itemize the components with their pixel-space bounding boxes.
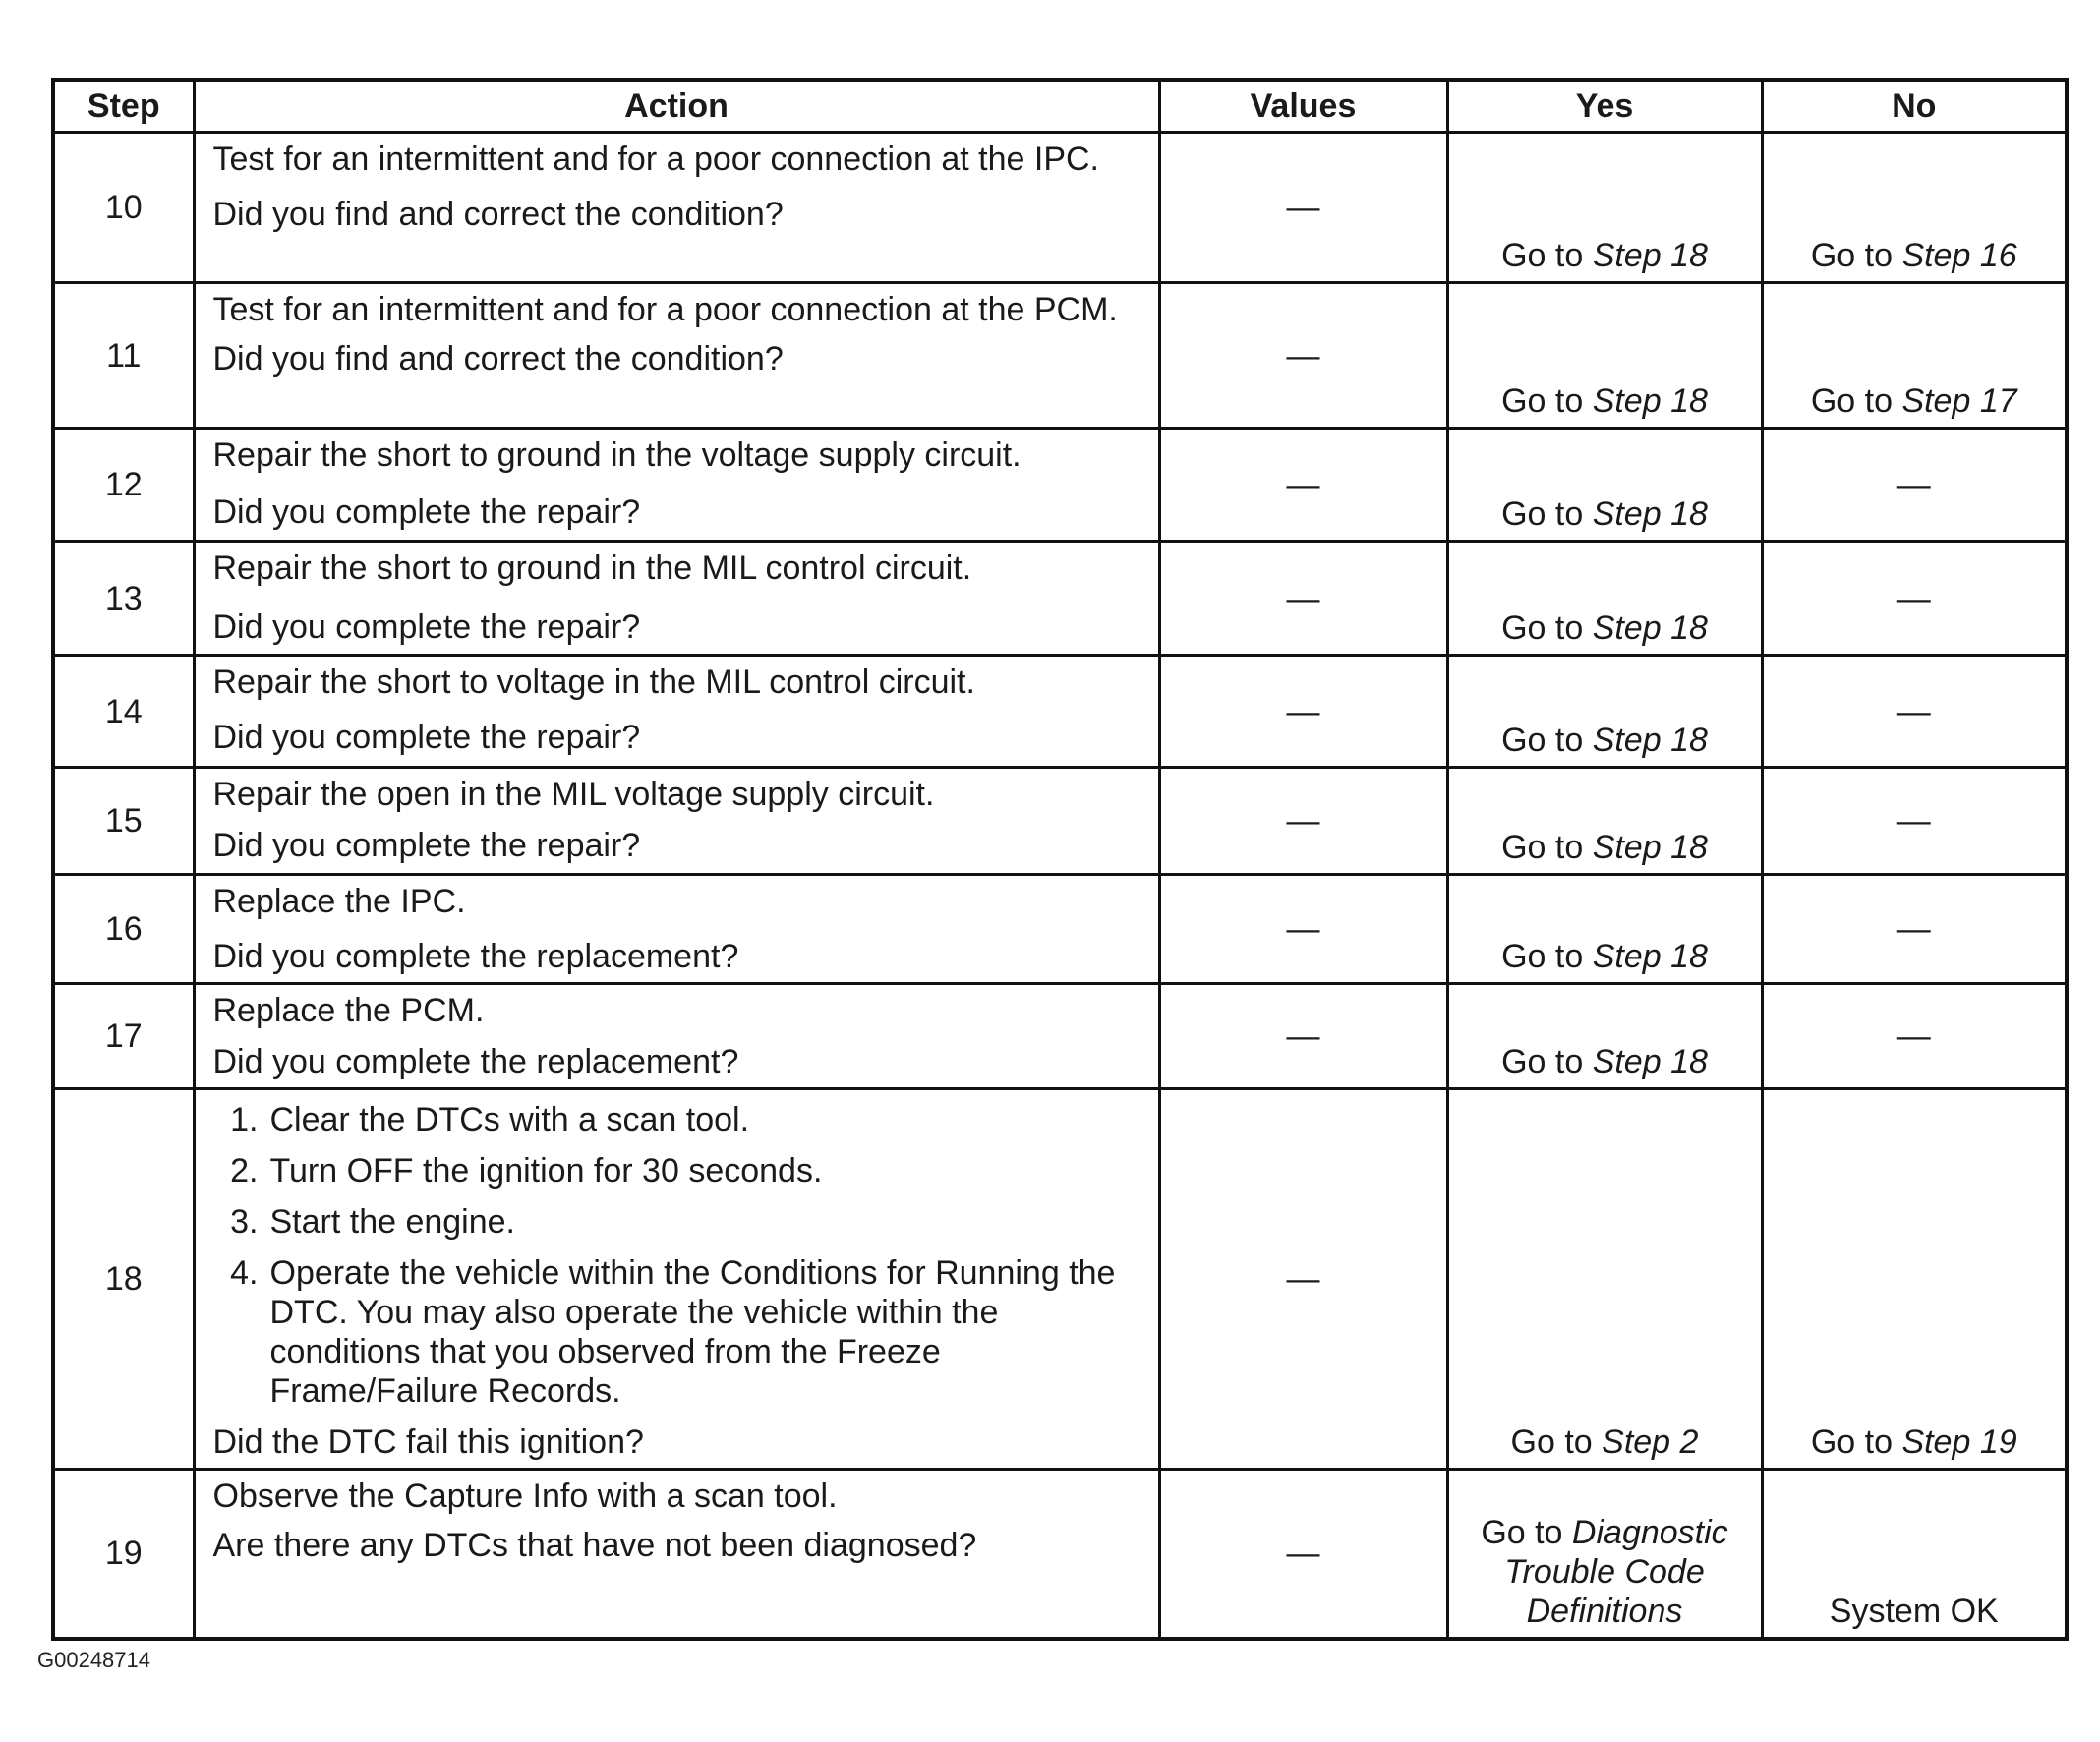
yes-link: Go to Step 18 (1501, 382, 1708, 420)
no-value: — (1896, 802, 1931, 840)
yes-link: Go to Step 18 (1501, 938, 1708, 975)
yes-cell (1447, 542, 1762, 656)
no-link: Go to Step 19 (1810, 1423, 2017, 1461)
yes-link: Go to Step 18 (1501, 610, 1708, 647)
step-number: 17 (53, 984, 194, 1089)
yes-link: Go to Diagnostic Trouble Code Definitions (1481, 1513, 1728, 1630)
list-item: 3. Start the engine. (230, 1203, 516, 1241)
action-text: Repair the short to ground in the MIL control circuit. (212, 550, 972, 587)
value-cell: — (1159, 429, 1447, 542)
no-cell (1762, 768, 2067, 875)
header-action: Action (194, 80, 1159, 133)
table-row (53, 542, 2067, 656)
substep-list (213, 1100, 1140, 1411)
yes-cell (1447, 984, 1762, 1089)
step-number: 10 (53, 133, 194, 283)
action-cell (194, 768, 1159, 875)
action-cell (194, 429, 1159, 542)
no-value: — (1896, 692, 1931, 730)
no-cell (1762, 656, 2067, 768)
no-cell (1762, 875, 2067, 984)
table-row (53, 283, 2067, 429)
yes-cell (1447, 283, 1762, 429)
figure-id: G00248714 (37, 1648, 150, 1672)
list-item: 2. Turn OFF the ignition for 30 seconds. (230, 1152, 823, 1190)
no-cell (1762, 429, 2067, 542)
no-value: — (1896, 910, 1931, 948)
action-question: Did you complete the repair? (212, 719, 641, 756)
action-question: Did the DTC fail this ignition? (212, 1423, 644, 1461)
value-cell: — (1159, 656, 1447, 768)
yes-cell (1447, 1470, 1762, 1639)
list-item: 1. Clear the DTCs with a scan tool. (230, 1101, 750, 1138)
action-question: Did you complete the replacement? (212, 1043, 739, 1080)
action-question: Did you complete the repair? (212, 827, 641, 864)
value-cell: — (1159, 1470, 1447, 1639)
value-cell: — (1159, 768, 1447, 875)
action-text: Repair the short to voltage in the MIL control circuit. (212, 664, 975, 701)
table-row (53, 1470, 2067, 1639)
no-cell (1762, 1470, 2067, 1639)
no-cell (1762, 1089, 2067, 1470)
header-step: Step (53, 80, 194, 133)
action-cell (194, 1470, 1159, 1639)
no-value: System OK (1829, 1592, 1999, 1630)
table-row (53, 984, 2067, 1089)
action-question: Did you complete the repair? (212, 609, 641, 646)
action-cell (194, 133, 1159, 283)
table-row (53, 429, 2067, 542)
value-cell: — (1159, 283, 1447, 429)
value-cell: — (1159, 984, 1447, 1089)
table-row (53, 1089, 2067, 1470)
action-text: Replace the IPC. (212, 883, 466, 920)
step-number: 13 (53, 542, 194, 656)
yes-link: Go to Step 18 (1501, 237, 1708, 274)
header-no: No (1762, 80, 2067, 133)
value-cell: — (1159, 542, 1447, 656)
action-cell (194, 875, 1159, 984)
action-question: Are there any DTCs that have not been diagnosed? (212, 1527, 977, 1564)
yes-cell (1447, 1089, 1762, 1470)
no-cell (1762, 542, 2067, 656)
action-cell (194, 984, 1159, 1089)
no-value: — (1896, 579, 1931, 617)
yes-link: Go to Step 18 (1501, 495, 1708, 533)
table-row (53, 768, 2067, 875)
value-cell: — (1159, 875, 1447, 984)
action-question: Did you find and correct the condition? (212, 196, 784, 233)
list-item: 4. Operate the vehicle within the Conditions for Running the DTC. You may also operate the vehicle within the conditions that you observed from the Freeze Frame/Failure Records. (230, 1254, 1116, 1410)
table-row (53, 133, 2067, 283)
action-cell (194, 656, 1159, 768)
action-text: Observe the Capture Info with a scan tool. (212, 1478, 838, 1515)
step-number: 18 (53, 1089, 194, 1470)
no-cell (1762, 283, 2067, 429)
no-link: Go to Step 17 (1810, 382, 2017, 420)
step-number: 15 (53, 768, 194, 875)
yes-cell (1447, 429, 1762, 542)
no-cell (1762, 984, 2067, 1089)
action-cell (194, 1089, 1159, 1470)
yes-link: Go to Step 18 (1501, 829, 1708, 866)
no-value: — (1896, 1017, 1931, 1055)
step-number: 12 (53, 429, 194, 542)
yes-link: Go to Step 18 (1501, 722, 1708, 759)
action-cell (194, 542, 1159, 656)
action-text: Test for an intermittent and for a poor connection at the IPC. (212, 141, 1099, 178)
action-text: Repair the short to ground in the voltage supply circuit. (212, 436, 1021, 474)
yes-cell (1447, 133, 1762, 283)
action-question: Did you complete the replacement? (212, 938, 739, 975)
action-text: Repair the open in the MIL voltage supply circuit. (212, 776, 935, 813)
table-row (53, 875, 2067, 984)
value-cell: — (1159, 1089, 1447, 1470)
header-values: Values (1159, 80, 1447, 133)
action-text: Replace the PCM. (212, 992, 485, 1029)
header-yes: Yes (1447, 80, 1762, 133)
step-number: 11 (53, 283, 194, 429)
no-link: Go to Step 16 (1810, 237, 2017, 274)
step-number: 16 (53, 875, 194, 984)
yes-cell (1447, 768, 1762, 875)
action-text: Test for an intermittent and for a poor connection at the PCM. (212, 291, 1118, 328)
no-cell (1762, 133, 2067, 283)
header-row (53, 80, 2067, 133)
step-number: 19 (53, 1470, 194, 1639)
diagnostic-table (51, 78, 2069, 1641)
no-value: — (1896, 466, 1931, 503)
yes-link: Go to Step 2 (1510, 1423, 1699, 1461)
action-question: Did you find and correct the condition? (212, 340, 784, 377)
action-cell (194, 283, 1159, 429)
step-number: 14 (53, 656, 194, 768)
table-row (53, 656, 2067, 768)
value-cell: — (1159, 133, 1447, 283)
yes-cell (1447, 875, 1762, 984)
action-question: Did you complete the repair? (212, 494, 641, 531)
yes-cell (1447, 656, 1762, 768)
yes-link: Go to Step 18 (1501, 1043, 1708, 1080)
